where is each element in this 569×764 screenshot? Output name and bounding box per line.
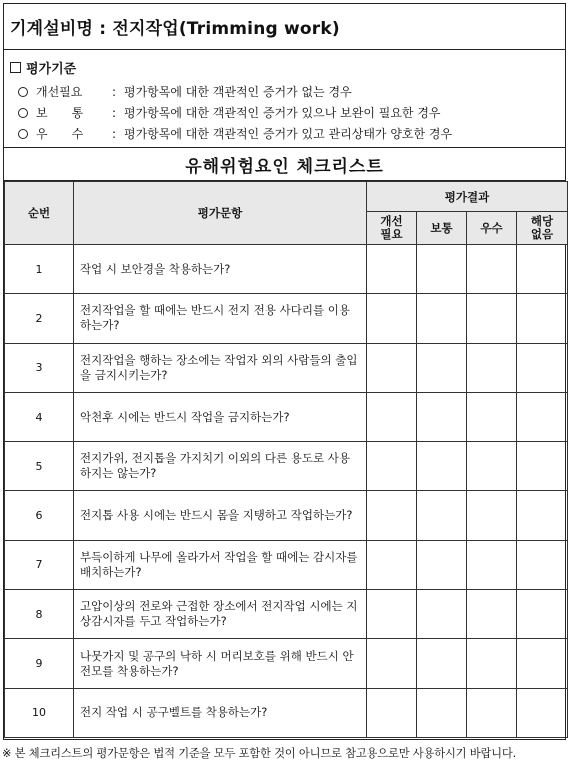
table-row <box>5 442 568 491</box>
table-row <box>5 688 568 737</box>
col-header-normal: 보통 <box>417 212 467 245</box>
table-row <box>5 491 568 540</box>
result-cell-normal[interactable] <box>417 540 467 589</box>
criteria-colon: : <box>112 105 117 120</box>
result-cell-excellent[interactable] <box>467 491 517 540</box>
criteria-line <box>10 102 565 123</box>
result-cell-excellent[interactable] <box>467 590 517 639</box>
result-cell-needs-improvement[interactable] <box>367 491 417 540</box>
table-row <box>5 343 568 392</box>
col-header-excellent: 우수 <box>467 212 517 245</box>
table-row <box>5 540 568 589</box>
criteria-label: 보 통 <box>36 106 84 120</box>
checklist-sheet <box>3 3 566 740</box>
result-cell-needs-improvement[interactable] <box>367 639 417 688</box>
result-cell-normal[interactable] <box>417 590 467 639</box>
result-cell-not-applicable[interactable] <box>517 491 568 540</box>
result-cell-not-applicable[interactable] <box>517 590 568 639</box>
row-question: 전지톱 사용 시에는 반드시 몸을 지탱하고 작업하는가? <box>74 491 367 540</box>
result-cell-excellent[interactable] <box>467 540 517 589</box>
row-number: 6 <box>5 491 74 540</box>
result-cell-needs-improvement[interactable] <box>367 245 417 294</box>
result-cell-normal[interactable] <box>417 343 467 392</box>
row-number: 3 <box>5 343 74 392</box>
row-question: 작업 시 보안경을 착용하는가? <box>74 245 367 294</box>
result-cell-needs-improvement[interactable] <box>367 540 417 589</box>
col-header-no: 순번 <box>5 182 74 245</box>
criteria-text: 평가항목에 대한 객관적인 증거가 있으나 보완이 필요한 경우 <box>124 106 441 120</box>
row-question: 악천후 시에는 반드시 작업을 금지하는가? <box>74 392 367 441</box>
criteria-colon: : <box>112 126 117 141</box>
circle-bullet-icon <box>18 108 28 118</box>
table-row <box>5 590 568 639</box>
result-cell-excellent[interactable] <box>467 392 517 441</box>
result-cell-excellent[interactable] <box>467 294 517 343</box>
page-title: 기계설비명 : 전지작업(Trimming work) <box>4 4 565 50</box>
col-header-result: 평가결과 <box>367 182 568 212</box>
result-cell-normal[interactable] <box>417 294 467 343</box>
result-cell-excellent[interactable] <box>467 442 517 491</box>
criteria-line <box>10 81 565 102</box>
result-cell-not-applicable[interactable] <box>517 294 568 343</box>
result-cell-excellent[interactable] <box>467 343 517 392</box>
result-cell-not-applicable[interactable] <box>517 688 568 737</box>
row-question: 전지 작업 시 공구벨트를 착용하는가? <box>74 688 367 737</box>
criteria-colon: : <box>112 84 117 99</box>
circle-bullet-icon <box>18 87 28 97</box>
row-number: 7 <box>5 540 74 589</box>
row-number: 5 <box>5 442 74 491</box>
criteria-text: 평가항목에 대한 객관적인 증거가 있고 관리상태가 양호한 경우 <box>124 127 453 141</box>
table-row <box>5 392 568 441</box>
checklist-title: 유해위험요인 체크리스트 <box>4 148 565 181</box>
criteria-text: 평가항목에 대한 객관적인 증거가 없는 경우 <box>124 85 352 99</box>
row-question: 전지가위, 전지톱을 가지치기 이외의 다른 용도로 사용하지는 않는가? <box>74 442 367 491</box>
footnote: ※ 본 체크리스트의 평가문항은 법적 기준을 모두 포함한 것이 아니므로 참고용으로만 사용하시기 바랍니다. <box>2 747 517 760</box>
result-cell-needs-improvement[interactable] <box>367 343 417 392</box>
result-cell-excellent[interactable] <box>467 245 517 294</box>
result-cell-normal[interactable] <box>417 392 467 441</box>
result-cell-needs-improvement[interactable] <box>367 392 417 441</box>
table-row <box>5 294 568 343</box>
result-cell-not-applicable[interactable] <box>517 540 568 589</box>
criteria-heading <box>10 58 565 77</box>
result-cell-normal[interactable] <box>417 688 467 737</box>
result-cell-normal[interactable] <box>417 491 467 540</box>
result-cell-normal[interactable] <box>417 639 467 688</box>
table-row <box>5 245 568 294</box>
result-cell-not-applicable[interactable] <box>517 343 568 392</box>
result-cell-needs-improvement[interactable] <box>367 688 417 737</box>
row-question: 전지작업을 할 때에는 반드시 전지 전용 사다리를 이용하는가? <box>74 294 367 343</box>
checklist-table <box>4 181 568 738</box>
criteria-label: 개선필요 <box>36 85 83 99</box>
result-cell-needs-improvement[interactable] <box>367 590 417 639</box>
result-cell-needs-improvement[interactable] <box>367 442 417 491</box>
row-question: 나뭇가지 및 공구의 낙하 시 머리보호를 위해 반드시 안전모를 착용하는가? <box>74 639 367 688</box>
row-number: 2 <box>5 294 74 343</box>
row-question: 고압이상의 전로와 근접한 장소에서 전지작업 시에는 지상감시자를 두고 작업하는가? <box>74 590 367 639</box>
col-header-item: 평가문항 <box>74 182 367 245</box>
criteria-heading-text: 평가기준 <box>26 62 77 77</box>
criteria-label: 우 수 <box>36 127 84 141</box>
result-cell-normal[interactable] <box>417 442 467 491</box>
result-cell-excellent[interactable] <box>467 639 517 688</box>
evaluation-criteria <box>4 50 565 148</box>
row-number: 9 <box>5 639 74 688</box>
result-cell-needs-improvement[interactable] <box>367 294 417 343</box>
result-cell-not-applicable[interactable] <box>517 392 568 441</box>
result-cell-excellent[interactable] <box>467 688 517 737</box>
row-number: 4 <box>5 392 74 441</box>
row-number: 1 <box>5 245 74 294</box>
criteria-line <box>10 123 565 144</box>
row-question: 부득이하게 나무에 올라가서 작업을 할 때에는 감시자를 배치하는가? <box>74 540 367 589</box>
table-row <box>5 639 568 688</box>
result-cell-not-applicable[interactable] <box>517 639 568 688</box>
circle-bullet-icon <box>18 129 28 139</box>
col-header-not-applicable: 해당 없음 <box>517 212 568 245</box>
square-bullet-icon <box>10 62 21 73</box>
col-header-needs-improvement: 개선 필요 <box>367 212 417 245</box>
result-cell-not-applicable[interactable] <box>517 442 568 491</box>
row-question: 전지작업을 행하는 장소에는 작업자 외의 사람들의 출입을 금지시키는가? <box>74 343 367 392</box>
result-cell-not-applicable[interactable] <box>517 245 568 294</box>
result-cell-normal[interactable] <box>417 245 467 294</box>
row-number: 10 <box>5 688 74 737</box>
row-number: 8 <box>5 590 74 639</box>
